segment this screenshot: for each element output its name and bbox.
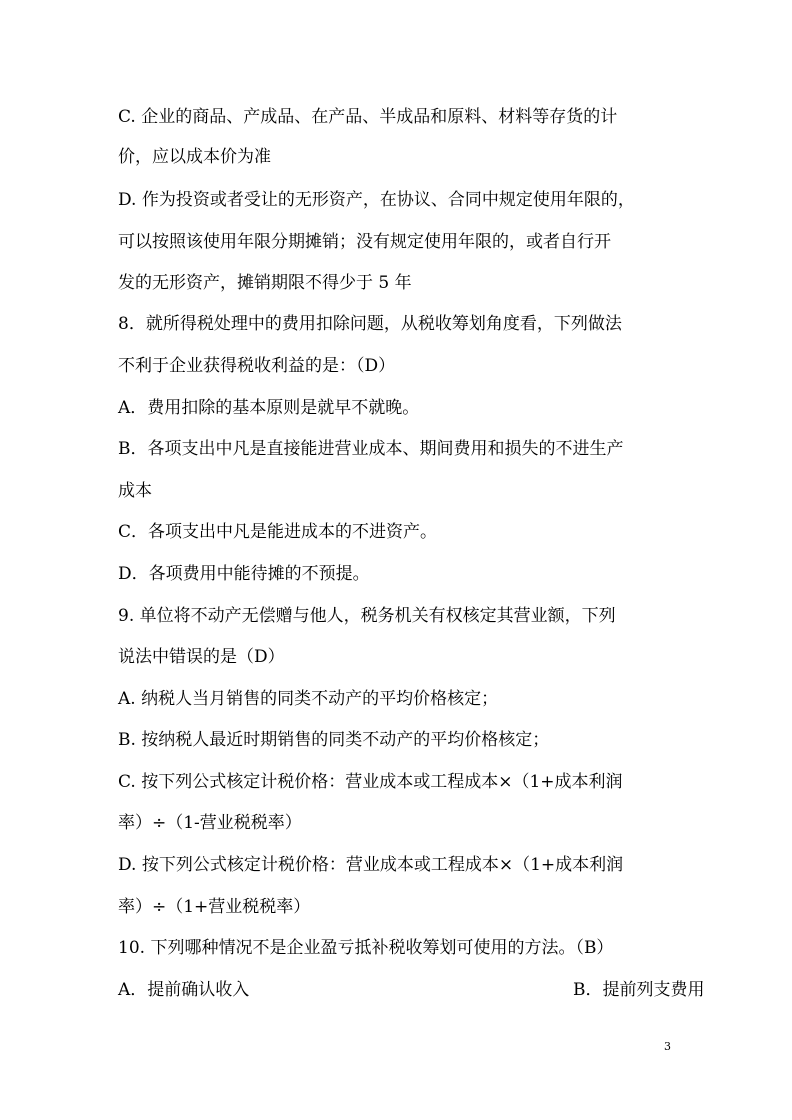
text-line: C．各项支出中凡是能进成本的不进资产。 [118, 522, 438, 542]
text-line: 说法中错误的是（D） [118, 647, 285, 667]
text-line: B. 按纳税人最近时期销售的同类不动产的平均价格核定； [118, 730, 550, 750]
text-line: C. 企业的商品、产成品、在产品、半成品和原料、材料等存货的计 [118, 107, 618, 127]
text-line: 率）÷（1-营业税税率） [118, 813, 302, 833]
option-a: A．提前确认收入 [118, 980, 250, 1000]
text-line: D．各项费用中能待摊的不预提。 [118, 564, 370, 584]
text-line: D. 按下列公式核定计税价格：营业成本或工程成本×（1+成本利润 [118, 855, 624, 875]
options-row [118, 979, 705, 1001]
text-line: B．各项支出中凡是直接能进营业成本、期间费用和损失的不进生产 [118, 439, 624, 459]
question-8: 8．就所得税处理中的费用扣除问题，从税收筹划角度看，下列做法 [118, 314, 622, 334]
text-line: 不利于企业获得税收利益的是：（D） [118, 356, 396, 376]
text-line: D. 作为投资或者受让的无形资产，在协议、合同中规定使用年限的， [118, 190, 635, 210]
text-line: A．费用扣除的基本原则是就早不就晚。 [118, 398, 420, 418]
question-10: 10. 下列哪种情况不是企业盈亏抵补税收筹划可使用的方法。（B） [118, 938, 614, 958]
text-line: 发的无形资产，摊销期限不得少于 5 年 [118, 273, 412, 293]
text-line: 率）÷（1+营业税税率） [118, 897, 311, 917]
text-line: 价，应以成本价为准 [118, 147, 271, 167]
text-line: 可以按照该使用年限分期摊销；没有规定使用年限的，或者自行开 [118, 232, 611, 252]
text-line: 成本 [118, 481, 152, 501]
page-number: 3 [664, 1040, 671, 1053]
text-line: C. 按下列公式核定计税价格：营业成本或工程成本×（1+成本利润 [118, 772, 623, 792]
question-9: 9. 单位将不动产无偿赠与他人，税务机关有权核定其营业额，下列 [118, 606, 616, 626]
option-b: B．提前列支费用 [573, 980, 705, 1000]
text-line: A. 纳税人当月销售的同类不动产的平均价格核定； [118, 689, 499, 709]
